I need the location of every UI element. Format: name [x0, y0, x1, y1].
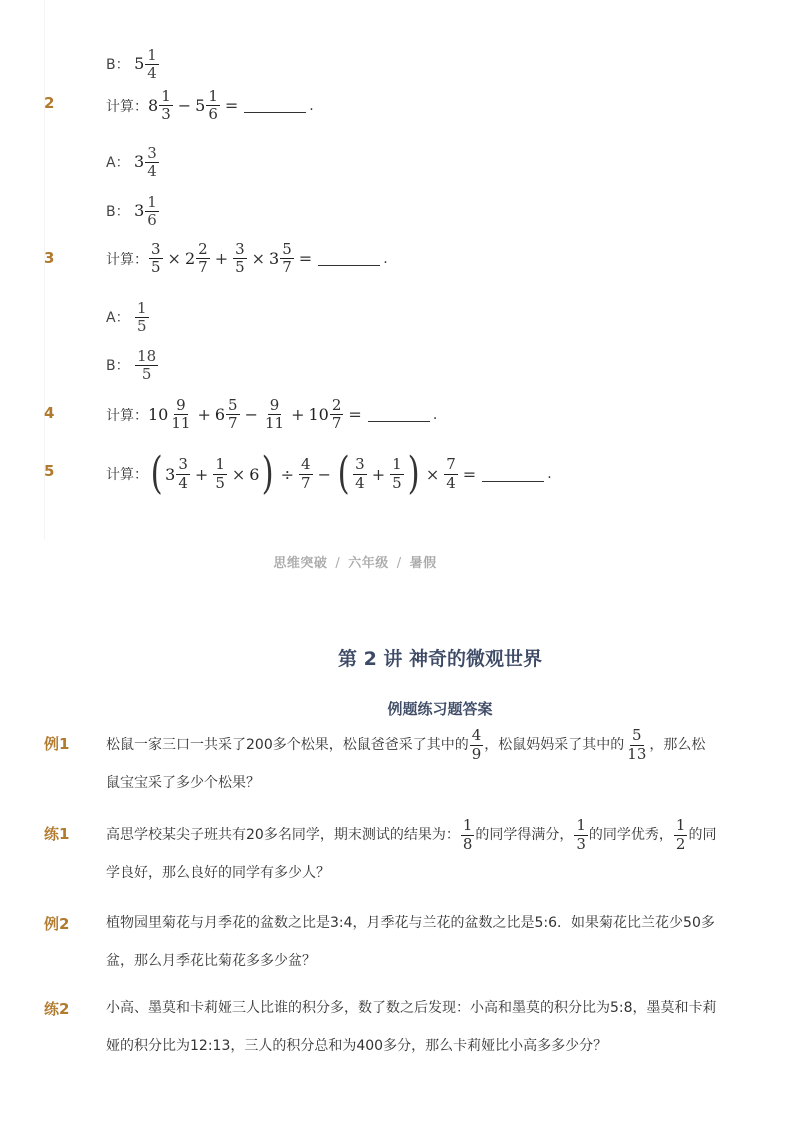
q5-b-num: 1 [215, 455, 225, 474]
q1-option-b-fraction [145, 47, 159, 83]
q2-option-a [106, 145, 160, 181]
q5-answer-blank [482, 467, 544, 482]
q3-m1-whole: 2 [184, 249, 196, 269]
q5-b-fraction [213, 456, 227, 492]
q3-option-a-label: A： [106, 309, 130, 326]
q3-f1-num: 3 [151, 240, 161, 258]
q4-t2-num: 5 [228, 396, 238, 414]
q3-m2-num: 5 [282, 240, 292, 258]
q3-m1-den: 7 [198, 258, 208, 277]
q5-plus-2: + [371, 464, 386, 484]
q4-plus-1: + [197, 405, 211, 425]
q2-option-b-label: B： [106, 203, 130, 220]
question-number-3: 3 [44, 249, 55, 267]
q3-option-a-num: 1 [137, 299, 147, 317]
q2-option-a-whole: 3 [134, 151, 145, 171]
q4-t1-whole: 10 [148, 405, 169, 425]
footer-part-1: 思维突破 [273, 556, 328, 571]
q4-minus: − [244, 405, 258, 425]
q5-times-1: × [231, 464, 246, 484]
q3-option-b [106, 348, 159, 384]
q2-option-b-whole: 3 [134, 200, 145, 220]
q2-equals: = [224, 96, 239, 116]
ex1-f1-den: 9 [471, 744, 482, 763]
q5-a-num: 3 [178, 455, 188, 474]
q4-t4-den: 7 [331, 414, 342, 433]
pr1-f2-num: 1 [576, 816, 586, 835]
section-subtitle: 例题练习题答案 [387, 700, 493, 718]
ex1-f2-num: 5 [632, 726, 642, 745]
q2-prefix: 计算： [106, 98, 148, 115]
problem-label-pr2: 练2 [44, 1000, 70, 1018]
q5-e-num: 1 [392, 455, 402, 474]
q5-divide: ÷ [280, 464, 295, 484]
page-footer [0, 552, 710, 571]
q3-end: . [383, 250, 388, 267]
pr1-text-b: 的同学得满分， [475, 827, 574, 843]
problem-text-ex1 [106, 726, 718, 802]
q5-d-den: 4 [355, 473, 365, 492]
q2-option-b-fraction [145, 194, 159, 230]
pr1-text-c: 的同学优秀， [588, 827, 673, 843]
q5-f-num: 7 [446, 455, 456, 474]
q3-equals: = [298, 249, 313, 269]
q2-end: . [309, 97, 314, 114]
q3-expression [106, 241, 388, 277]
q3-f1-den: 5 [151, 258, 161, 277]
q5-left-paren-2: ( [337, 448, 350, 499]
q2-answer-blank [244, 98, 306, 113]
pr1-f1-den: 8 [462, 834, 473, 853]
q1-option-b-whole: 5 [134, 53, 145, 73]
q5-prefix: 计算： [106, 467, 148, 483]
q3-option-a [106, 300, 150, 336]
q4-t3-den: 11 [265, 414, 285, 433]
q5-e-den: 5 [392, 473, 402, 492]
problem-text-ex2: 植物园里菊花与月季花的盆数之比是3:4，月季花与兰花的盆数之比是5:6．如果菊花比兰花少50多盆，那么月季花比菊花多多少盆？ [106, 915, 715, 969]
q4-t4-fraction [330, 397, 344, 433]
q4-t4-whole: 10 [308, 405, 329, 425]
q3-times-1: × [167, 249, 181, 269]
q4-answer-blank [368, 407, 430, 422]
q5-a-whole: 3 [165, 464, 176, 484]
q3-option-a-den: 5 [137, 317, 147, 336]
ex1-text-c: ，那么松鼠宝宝采了多少个松果？ [106, 737, 706, 791]
problem-label-ex2: 例2 [44, 915, 70, 933]
problem-text-pr2: 小高、墨莫和卡莉娅三人比谁的积分多，数了数之后发现：小高和墨莫的积分比为5:8，墨莫和卡莉娅的积分比为12:13，三人的积分总和为400多分，那么卡莉娅比小高多多少分？ [106, 1000, 717, 1054]
q5-e-fraction [390, 456, 404, 492]
q2-b-whole: 5 [195, 96, 206, 116]
q1-option-b-num: 1 [147, 46, 157, 64]
q2-a-whole: 8 [148, 96, 159, 116]
pr1-f2-den: 3 [576, 834, 586, 853]
q3-option-b-den: 5 [141, 365, 152, 384]
ex1-text-a: 松鼠一家三口一共采了200多个松果，松鼠爸爸采了其中的 [106, 737, 469, 753]
q3-m1-num: 2 [198, 240, 208, 258]
q3-option-b-fraction [135, 348, 158, 384]
q3-m2-fraction [280, 241, 294, 277]
q5-six: 6 [249, 464, 260, 484]
q2-option-b-den: 6 [147, 211, 157, 230]
q2-option-b-num: 1 [147, 193, 157, 211]
question-number-2: 2 [44, 94, 55, 112]
q2-a-den: 3 [161, 105, 171, 124]
q4-t3-num: 9 [269, 396, 280, 414]
footer-part-2: 六年级 [348, 556, 389, 571]
q2-option-b [106, 194, 160, 230]
pr1-f1-num: 1 [462, 816, 473, 835]
q4-t2-fraction [226, 397, 240, 433]
problem-label-ex1: 例1 [44, 735, 70, 753]
q4-end: . [432, 406, 438, 423]
pr1-fraction-2 [574, 817, 588, 853]
q2-b-fraction [206, 88, 220, 124]
q3-answer-blank [318, 251, 380, 266]
lecture-title: 第 2 讲 神奇的微观世界 [337, 648, 543, 670]
footer-separator-1: / [335, 556, 341, 571]
q5-c-fraction [299, 456, 313, 492]
problem-text-pr1 [106, 816, 718, 892]
pr1-f3-num: 1 [675, 816, 686, 835]
pr1-fraction-3 [674, 817, 688, 853]
q4-prefix: 计算： [106, 407, 148, 424]
ex1-f2-den: 13 [627, 744, 647, 763]
q4-t4-num: 2 [331, 396, 342, 414]
q3-option-b-label: B： [106, 357, 130, 374]
q2-minus: − [177, 96, 192, 116]
question-number-5: 5 [44, 462, 55, 480]
q1-option-b [106, 47, 160, 83]
ex1-fraction-1 [470, 727, 484, 763]
q2-b-num: 1 [208, 87, 218, 105]
q5-expression [106, 448, 552, 499]
q3-option-b-num: 18 [137, 347, 157, 365]
q5-d-num: 3 [355, 455, 365, 474]
q5-c-num: 4 [301, 455, 311, 474]
q3-f1-fraction [149, 241, 163, 277]
q3-f2-num: 3 [235, 240, 245, 258]
q5-a-den: 4 [178, 473, 188, 492]
q5-right-paren-1: ) [262, 448, 275, 499]
q2-expression [106, 88, 314, 124]
q5-right-paren-2: ) [407, 448, 420, 499]
q3-m2-whole: 3 [269, 249, 280, 269]
q4-t2-whole: 6 [214, 405, 226, 425]
q3-f2-den: 5 [235, 258, 245, 277]
q4-expression [106, 397, 437, 433]
problem-label-pr1: 练1 [44, 825, 70, 843]
q2-option-a-num: 3 [147, 144, 157, 162]
q5-times-2: × [425, 464, 440, 484]
q4-t1-fraction [169, 397, 192, 433]
q4-equals: = [348, 405, 362, 425]
q3-times-2: × [251, 249, 266, 269]
q4-t3-fraction [263, 397, 286, 433]
q5-c-den: 7 [301, 473, 311, 492]
q5-minus: − [317, 464, 331, 484]
q5-plus-1: + [194, 464, 209, 484]
ex1-f1-num: 4 [471, 726, 482, 745]
q2-b-den: 6 [208, 105, 218, 124]
q5-a-fraction [176, 456, 190, 492]
q3-prefix: 计算： [106, 251, 148, 268]
pr1-fraction-1 [461, 817, 475, 853]
q4-t1-num: 9 [176, 396, 186, 414]
q5-f-fraction [444, 456, 458, 492]
q5-d-fraction [353, 456, 367, 492]
pr1-text-a: 高思学校某尖子班共有20多名同学，期末测试的结果为： [106, 827, 460, 843]
q2-option-a-label: A： [106, 154, 130, 171]
q3-option-a-fraction [135, 300, 149, 336]
q3-f2-fraction [233, 241, 247, 277]
q1-option-b-den: 4 [147, 64, 157, 83]
footer-part-3: 暑假 [409, 556, 437, 571]
pr1-text-d: 的同学良好，那么良好的同学有多少人？ [106, 827, 717, 881]
q3-m1-fraction [196, 241, 210, 277]
q5-end: . [547, 466, 552, 482]
q3-plus: + [214, 249, 229, 269]
q2-a-fraction [159, 88, 173, 124]
q4-t1-den: 11 [171, 414, 191, 433]
q5-b-den: 5 [215, 473, 225, 492]
footer-separator-2: / [396, 556, 402, 571]
q2-option-a-fraction [145, 145, 159, 181]
ex1-fraction-2 [625, 727, 648, 763]
q5-f-den: 4 [446, 473, 456, 492]
q4-plus-2: + [291, 405, 305, 425]
q2-a-num: 1 [161, 87, 171, 105]
q3-m2-den: 7 [282, 258, 292, 277]
question-number-4: 4 [44, 404, 55, 422]
q2-option-a-den: 4 [147, 162, 157, 181]
q4-t2-den: 7 [228, 414, 238, 433]
q5-equals: = [462, 464, 477, 484]
pr1-f3-den: 2 [675, 834, 686, 853]
q5-left-paren-1: ( [150, 448, 163, 499]
page-left-rule [44, 0, 45, 540]
q1-option-b-label: B： [106, 56, 130, 73]
ex1-text-b: ，松鼠妈妈采了其中的 [484, 737, 625, 753]
